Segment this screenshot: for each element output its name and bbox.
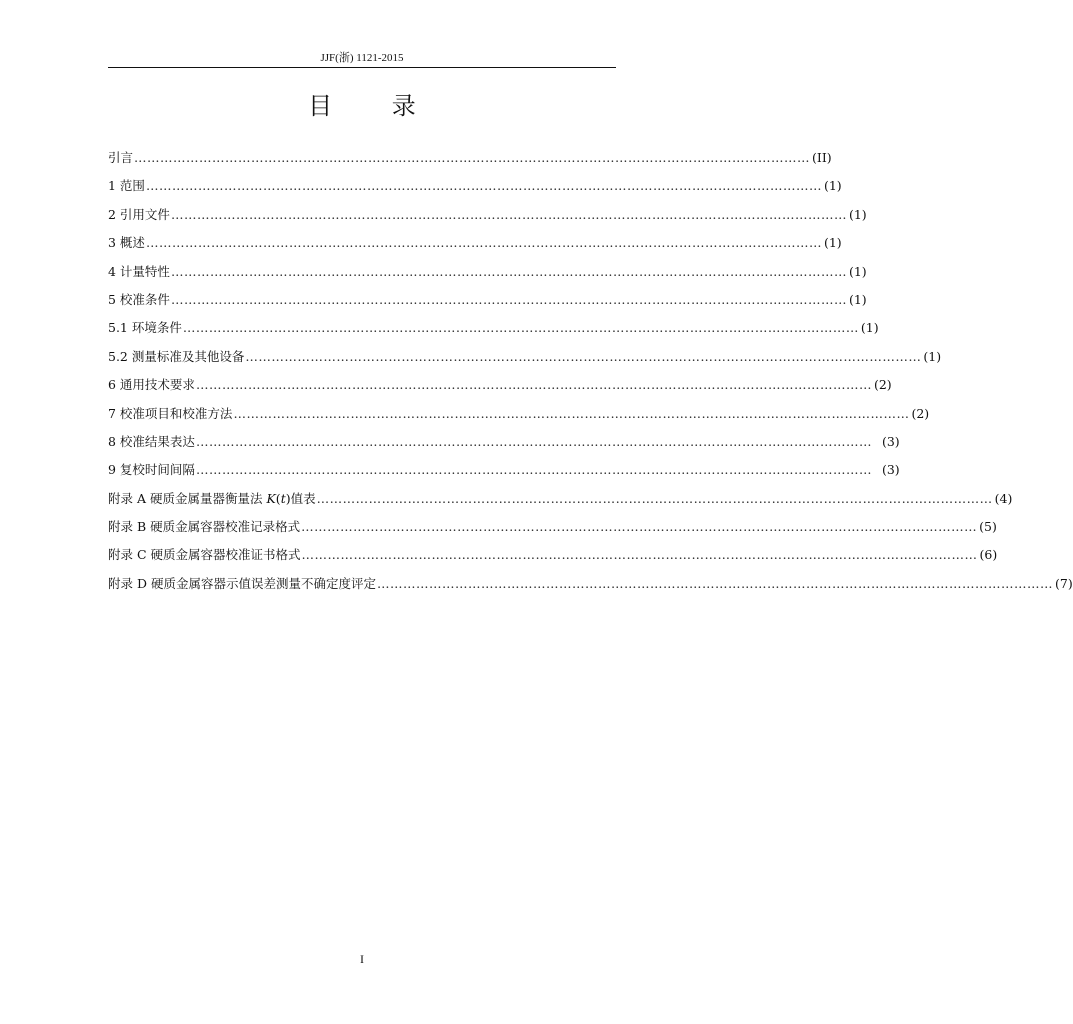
toc-entry-page: (1): [848, 206, 867, 222]
toc-leader-dots: …………………………………………………………………………………………………………………………………………: [195, 377, 872, 393]
toc-entry-page: (4): [994, 490, 1013, 506]
toc-entry-calibration-items-methods[interactable]: [108, 402, 930, 430]
toc-entry-page: (3): [881, 462, 900, 478]
toc-entry-label: 1 范围: [108, 178, 145, 194]
toc-entry-appendix-d[interactable]: [108, 572, 1073, 600]
toc-title: 目 录: [308, 92, 442, 120]
page-number: I: [360, 952, 364, 966]
toc-entry-page: (1): [860, 320, 879, 336]
toc-entry-label: 附录 C 硬质金属容器校准证书格式: [108, 547, 301, 563]
toc-entry-label: 2 引用文件: [108, 206, 170, 222]
toc-entry-label: 4 计量特性: [108, 263, 170, 279]
toc-entry-appendix-c[interactable]: [108, 543, 998, 571]
toc-entry-label: [108, 487, 316, 511]
toc-entry-label: 附录 D 硬质金属容器示值误差测量不确定度评定: [108, 575, 376, 591]
toc-entry-page: (5): [979, 519, 997, 535]
toc-entry-label-italic: t: [280, 490, 286, 506]
toc-leader-dots: …………………………………………………………………………………………………………………………………………: [301, 547, 978, 563]
toc-entry-appendix-b[interactable]: [108, 515, 997, 543]
toc-entry-label: 附录 B 硬质金属容器校准记录格式: [108, 519, 301, 535]
toc-entry-page: (7): [1054, 575, 1073, 591]
toc-entry-label: 5.2 测量标准及其他设备: [108, 348, 245, 364]
header-divider: [108, 67, 616, 68]
toc-leader-dots: …………………………………………………………………………………………………………………………………………: [195, 433, 872, 449]
toc-leader-dots: …………………………………………………………………………………………………………………………………………: [170, 263, 847, 279]
toc-entry-page: (3): [881, 433, 900, 449]
toc-entry-page: (1): [848, 291, 867, 307]
toc-entry-introduction[interactable]: [108, 146, 832, 174]
toc-leader-dots: …………………………………………………………………………………………………………………………………………: [233, 405, 910, 421]
toc-leader-dots: …………………………………………………………………………………………………………………………………………: [316, 490, 993, 506]
toc-entry-label-italic: K: [266, 490, 276, 506]
document-code-header: JJF(浙) 1121-2015: [320, 52, 404, 64]
toc-leader-dots: …………………………………………………………………………………………………………………………………………: [170, 291, 847, 307]
toc-entry-label-text: (: [275, 490, 281, 506]
toc-entry-references[interactable]: [108, 203, 867, 231]
toc-leader-dots: …………………………………………………………………………………………………………………………………………: [145, 178, 822, 194]
toc-entry-calibration-conditions[interactable]: [108, 288, 867, 316]
toc-leader-dots: …………………………………………………………………………………………………………………………………………: [145, 235, 822, 251]
toc-entry-overview[interactable]: [108, 231, 842, 259]
toc-entry-page: (2): [911, 405, 930, 421]
toc-entry-label: 7 校准项目和校准方法: [108, 405, 233, 421]
toc-leader-dots: …………………………………………………………………………………………………………………………………………: [301, 519, 978, 535]
toc-leader-dots: …………………………………………………………………………………………………………………………………………: [134, 150, 811, 165]
toc-entry-page: (1): [848, 263, 867, 279]
toc-entry-metrological-characteristics[interactable]: [108, 260, 867, 288]
toc-entry-label: 9 复校时间间隔: [108, 462, 195, 478]
toc-entry-appendix-a[interactable]: [108, 487, 1013, 515]
toc-entry-label-text: )值表: [285, 490, 316, 506]
toc-entry-scope[interactable]: [108, 174, 842, 202]
toc-leader-dots: …………………………………………………………………………………………………………………………………………: [245, 348, 922, 364]
toc-entry-label: 5 校准条件: [108, 291, 170, 307]
toc-entry-environmental-conditions[interactable]: [108, 316, 879, 344]
toc-entry-label: 6 通用技术要求: [108, 377, 195, 393]
toc-entry-measurement-standards[interactable]: [108, 345, 942, 373]
toc-entry-label: 3 概述: [108, 235, 145, 251]
toc-entry-label: 5.1 环境条件: [108, 320, 182, 336]
toc-entry-page: (1): [823, 235, 842, 251]
toc-entry-page: (1): [823, 178, 842, 194]
table-of-contents: [108, 146, 1073, 600]
toc-leader-dots: …………………………………………………………………………………………………………………………………………: [195, 462, 872, 478]
toc-entry-page: (II): [812, 150, 832, 165]
toc-entry-page: (6): [979, 547, 998, 563]
toc-leader-dots: …………………………………………………………………………………………………………………………………………: [170, 206, 847, 222]
toc-entry-page: (2): [873, 377, 892, 393]
toc-entry-recalibration-interval[interactable]: [108, 458, 900, 486]
toc-entry-general-technical-requirements[interactable]: [108, 373, 892, 401]
toc-entry-label: 引言: [108, 150, 134, 165]
toc-entry-page: (1): [923, 348, 942, 364]
toc-leader-dots: …………………………………………………………………………………………………………………………………………: [182, 320, 859, 336]
toc-entry-label: 8 校准结果表达: [108, 433, 195, 449]
toc-entry-result-expression[interactable]: [108, 430, 900, 458]
toc-leader-dots: …………………………………………………………………………………………………………………………………………: [376, 575, 1053, 591]
toc-entry-label-text: 附录 A 硬质金属量器衡量法: [108, 490, 267, 506]
